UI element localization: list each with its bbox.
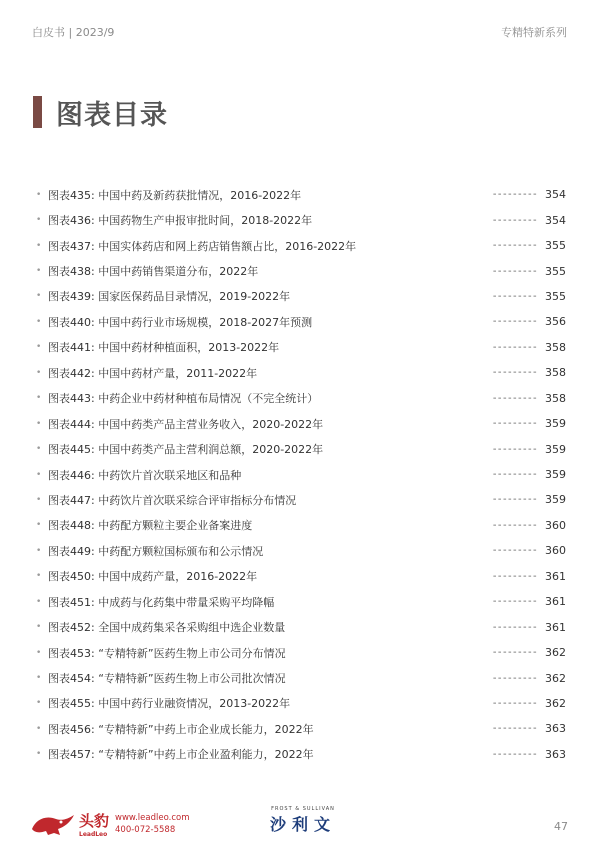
toc-entry[interactable]	[36, 564, 566, 589]
page-title: 图表目录	[56, 99, 168, 131]
toc-entry[interactable]	[36, 258, 566, 283]
toc-entry[interactable]	[36, 386, 566, 411]
toc-entry-leader: ---------	[492, 290, 538, 302]
toc-entry[interactable]	[36, 462, 566, 487]
toc-entry-label: 图表455: 中国中药行业融资情况，2013-2022年	[48, 697, 291, 711]
toc-entry-label: 图表442: 中国中药材产量，2011-2022年	[48, 366, 258, 380]
toc-entry-label: 图表448: 中药配方颗粒主要企业备案进度	[48, 519, 253, 533]
toc-entry-leader: ---------	[492, 748, 538, 760]
toc-entry-page: 363	[545, 747, 566, 761]
toc-entry-label: 图表441: 中国中药材种植面积，2013-2022年	[48, 341, 280, 355]
toc-entry-leader: ---------	[492, 214, 538, 226]
website-link[interactable]: www.leadleo.com	[115, 813, 190, 823]
toc-entry-page: 361	[545, 569, 566, 583]
toc-entry-page: 358	[545, 391, 566, 405]
toc-entry-label: 图表456: “专精特新”中药上市企业成长能力，2022年	[48, 722, 314, 736]
bullet-icon: •	[36, 266, 42, 277]
toc-entry-page: 354	[545, 188, 566, 202]
toc-entry-label: 图表435: 中国中药及新药获批情况，2016-2022年	[48, 188, 302, 202]
bullet-icon: •	[36, 520, 42, 531]
toc-entry-page: 359	[545, 417, 566, 431]
toc-entry[interactable]	[36, 640, 566, 665]
toc-entry-page: 355	[545, 264, 566, 278]
toc-entry-leader: ---------	[492, 418, 538, 430]
toc-entry-leader: ---------	[492, 494, 538, 506]
toc-entry-label: 图表454: “专精特新”医药生物上市公司批次情况	[48, 672, 286, 686]
toc-entry-page: 359	[545, 468, 566, 482]
toc-entry-label: 图表437: 中国实体药店和网上药店销售额占比，2016-2022年	[48, 239, 357, 253]
toc-entry[interactable]	[36, 487, 566, 512]
toc-entry-page: 359	[545, 442, 566, 456]
header-right: 专精特新系列	[501, 26, 567, 39]
bullet-icon: •	[36, 571, 42, 582]
toc-entry-leader: ---------	[492, 367, 538, 379]
toc-list	[36, 182, 566, 767]
bullet-icon: •	[36, 494, 42, 505]
toc-entry-label: 图表445: 中国中药类产品主营利润总额，2020-2022年	[48, 443, 324, 457]
fs-english: FROST & SULLIVAN	[271, 806, 335, 812]
toc-entry-page: 362	[545, 696, 566, 710]
toc-entry-leader: ---------	[492, 596, 538, 608]
toc-entry-label: 图表444: 中国中药类产品主营业务收入，2020-2022年	[48, 417, 324, 431]
bullet-icon: •	[36, 469, 42, 480]
toc-entry-label: 图表450: 中国中成药产量，2016-2022年	[48, 570, 258, 584]
bullet-icon: •	[36, 749, 42, 760]
toc-entry-label: 图表449: 中药配方颗粒国标颁布和公示情况	[48, 544, 264, 558]
bullet-icon: •	[36, 444, 42, 455]
bullet-icon: •	[36, 545, 42, 556]
toc-entry-page: 358	[545, 340, 566, 354]
toc-entry-label: 图表447: 中药饮片首次联采综合评审指标分布情况	[48, 493, 297, 507]
toc-entry-leader: ---------	[492, 723, 538, 735]
bullet-icon: •	[36, 647, 42, 658]
bullet-icon: •	[36, 291, 42, 302]
toc-entry-leader: ---------	[492, 316, 538, 328]
toc-entry-page: 361	[545, 595, 566, 609]
bullet-icon: •	[36, 673, 42, 684]
toc-entry-leader: ---------	[492, 570, 538, 582]
phone-number: 400-072-5588	[115, 825, 176, 835]
toc-entry[interactable]	[36, 513, 566, 538]
toc-entry[interactable]	[36, 665, 566, 690]
toc-entry[interactable]	[36, 614, 566, 639]
toc-entry-leader: ---------	[492, 189, 538, 201]
bullet-icon: •	[36, 240, 42, 251]
bullet-icon: •	[36, 418, 42, 429]
toc-entry-label: 图表451: 中成药与化药集中带量采购平均降幅	[48, 595, 275, 609]
toc-entry-page: 359	[545, 493, 566, 507]
toc-entry[interactable]	[36, 538, 566, 563]
frost-sullivan-logo	[258, 806, 348, 835]
toc-entry[interactable]	[36, 411, 566, 436]
toc-entry-page: 363	[545, 722, 566, 736]
toc-entry-leader: ---------	[492, 392, 538, 404]
toc-entry[interactable]	[36, 436, 566, 461]
header-left: 白皮书 | 2023/9	[32, 26, 115, 39]
toc-entry-page: 362	[545, 646, 566, 660]
toc-entry-leader: ---------	[492, 341, 538, 353]
bullet-icon: •	[36, 367, 42, 378]
toc-entry-leader: ---------	[492, 647, 538, 659]
toc-entry-leader: ---------	[492, 672, 538, 684]
toc-entry[interactable]	[36, 182, 566, 207]
bullet-icon: •	[36, 316, 42, 327]
toc-entry-leader: ---------	[492, 519, 538, 531]
toc-entry-page: 360	[545, 544, 566, 558]
toc-entry-page: 356	[545, 315, 566, 329]
title-accent-bar	[33, 96, 42, 128]
toc-entry-page: 354	[545, 213, 566, 227]
toc-entry[interactable]	[36, 589, 566, 614]
bullet-icon: •	[36, 622, 42, 633]
toc-entry-label: 图表439: 国家医保药品目录情况，2019-2022年	[48, 290, 291, 304]
toc-entry-page: 355	[545, 239, 566, 253]
toc-entry-label: 图表443: 中药企业中药材种植布局情况（不完全统计）	[48, 392, 319, 406]
toc-entry-leader: ---------	[492, 697, 538, 709]
toc-entry-page: 358	[545, 366, 566, 380]
section-title	[33, 95, 168, 129]
toc-entry[interactable]	[36, 716, 566, 741]
page-number: 47	[554, 820, 568, 833]
toc-entry-leader: ---------	[492, 469, 538, 481]
bullet-icon: •	[36, 393, 42, 404]
toc-entry[interactable]	[36, 360, 566, 385]
leadleo-logo-icon	[30, 811, 76, 837]
toc-entry-label: 图表438: 中国中药销售渠道分布，2022年	[48, 265, 259, 279]
toc-entry-page: 361	[545, 620, 566, 634]
bullet-icon: •	[36, 189, 42, 200]
logo-english: LeadLeo	[79, 831, 108, 838]
toc-entry-label: 图表452: 全国中成药集采各采购组中选企业数量	[48, 621, 286, 635]
toc-entry[interactable]	[36, 335, 566, 360]
toc-entry[interactable]	[36, 691, 566, 716]
toc-entry-label: 图表446: 中药饮片首次联采地区和品种	[48, 468, 242, 482]
bullet-icon: •	[36, 698, 42, 709]
toc-entry[interactable]	[36, 284, 566, 309]
logo-chinese: 头豹	[79, 812, 110, 830]
toc-entry-label: 图表457: “专精特新”中药上市企业盈利能力，2022年	[48, 748, 314, 762]
toc-entry-leader: ---------	[492, 240, 538, 252]
toc-entry-page: 362	[545, 671, 566, 685]
bullet-icon: •	[36, 596, 42, 607]
toc-entry-leader: ---------	[492, 621, 538, 633]
toc-entry-label: 图表440: 中国中药行业市场规模，2018-2027年预测	[48, 315, 313, 329]
toc-entry[interactable]	[36, 233, 566, 258]
toc-entry-page: 355	[545, 289, 566, 303]
toc-entry[interactable]	[36, 742, 566, 767]
toc-entry-leader: ---------	[492, 443, 538, 455]
bullet-icon: •	[36, 342, 42, 353]
toc-entry-label: 图表453: “专精特新”医药生物上市公司分布情况	[48, 646, 286, 660]
toc-entry[interactable]	[36, 309, 566, 334]
bullet-icon: •	[36, 215, 42, 226]
bullet-icon: •	[36, 723, 42, 734]
toc-entry-page: 360	[545, 518, 566, 532]
toc-entry-leader: ---------	[492, 545, 538, 557]
toc-entry-leader: ---------	[492, 265, 538, 277]
leadleo-branding	[30, 810, 190, 838]
fs-chinese: 沙利文	[269, 815, 336, 834]
toc-entry[interactable]	[36, 207, 566, 232]
toc-entry-label: 图表436: 中国药物生产申报审批时间，2018-2022年	[48, 214, 313, 228]
